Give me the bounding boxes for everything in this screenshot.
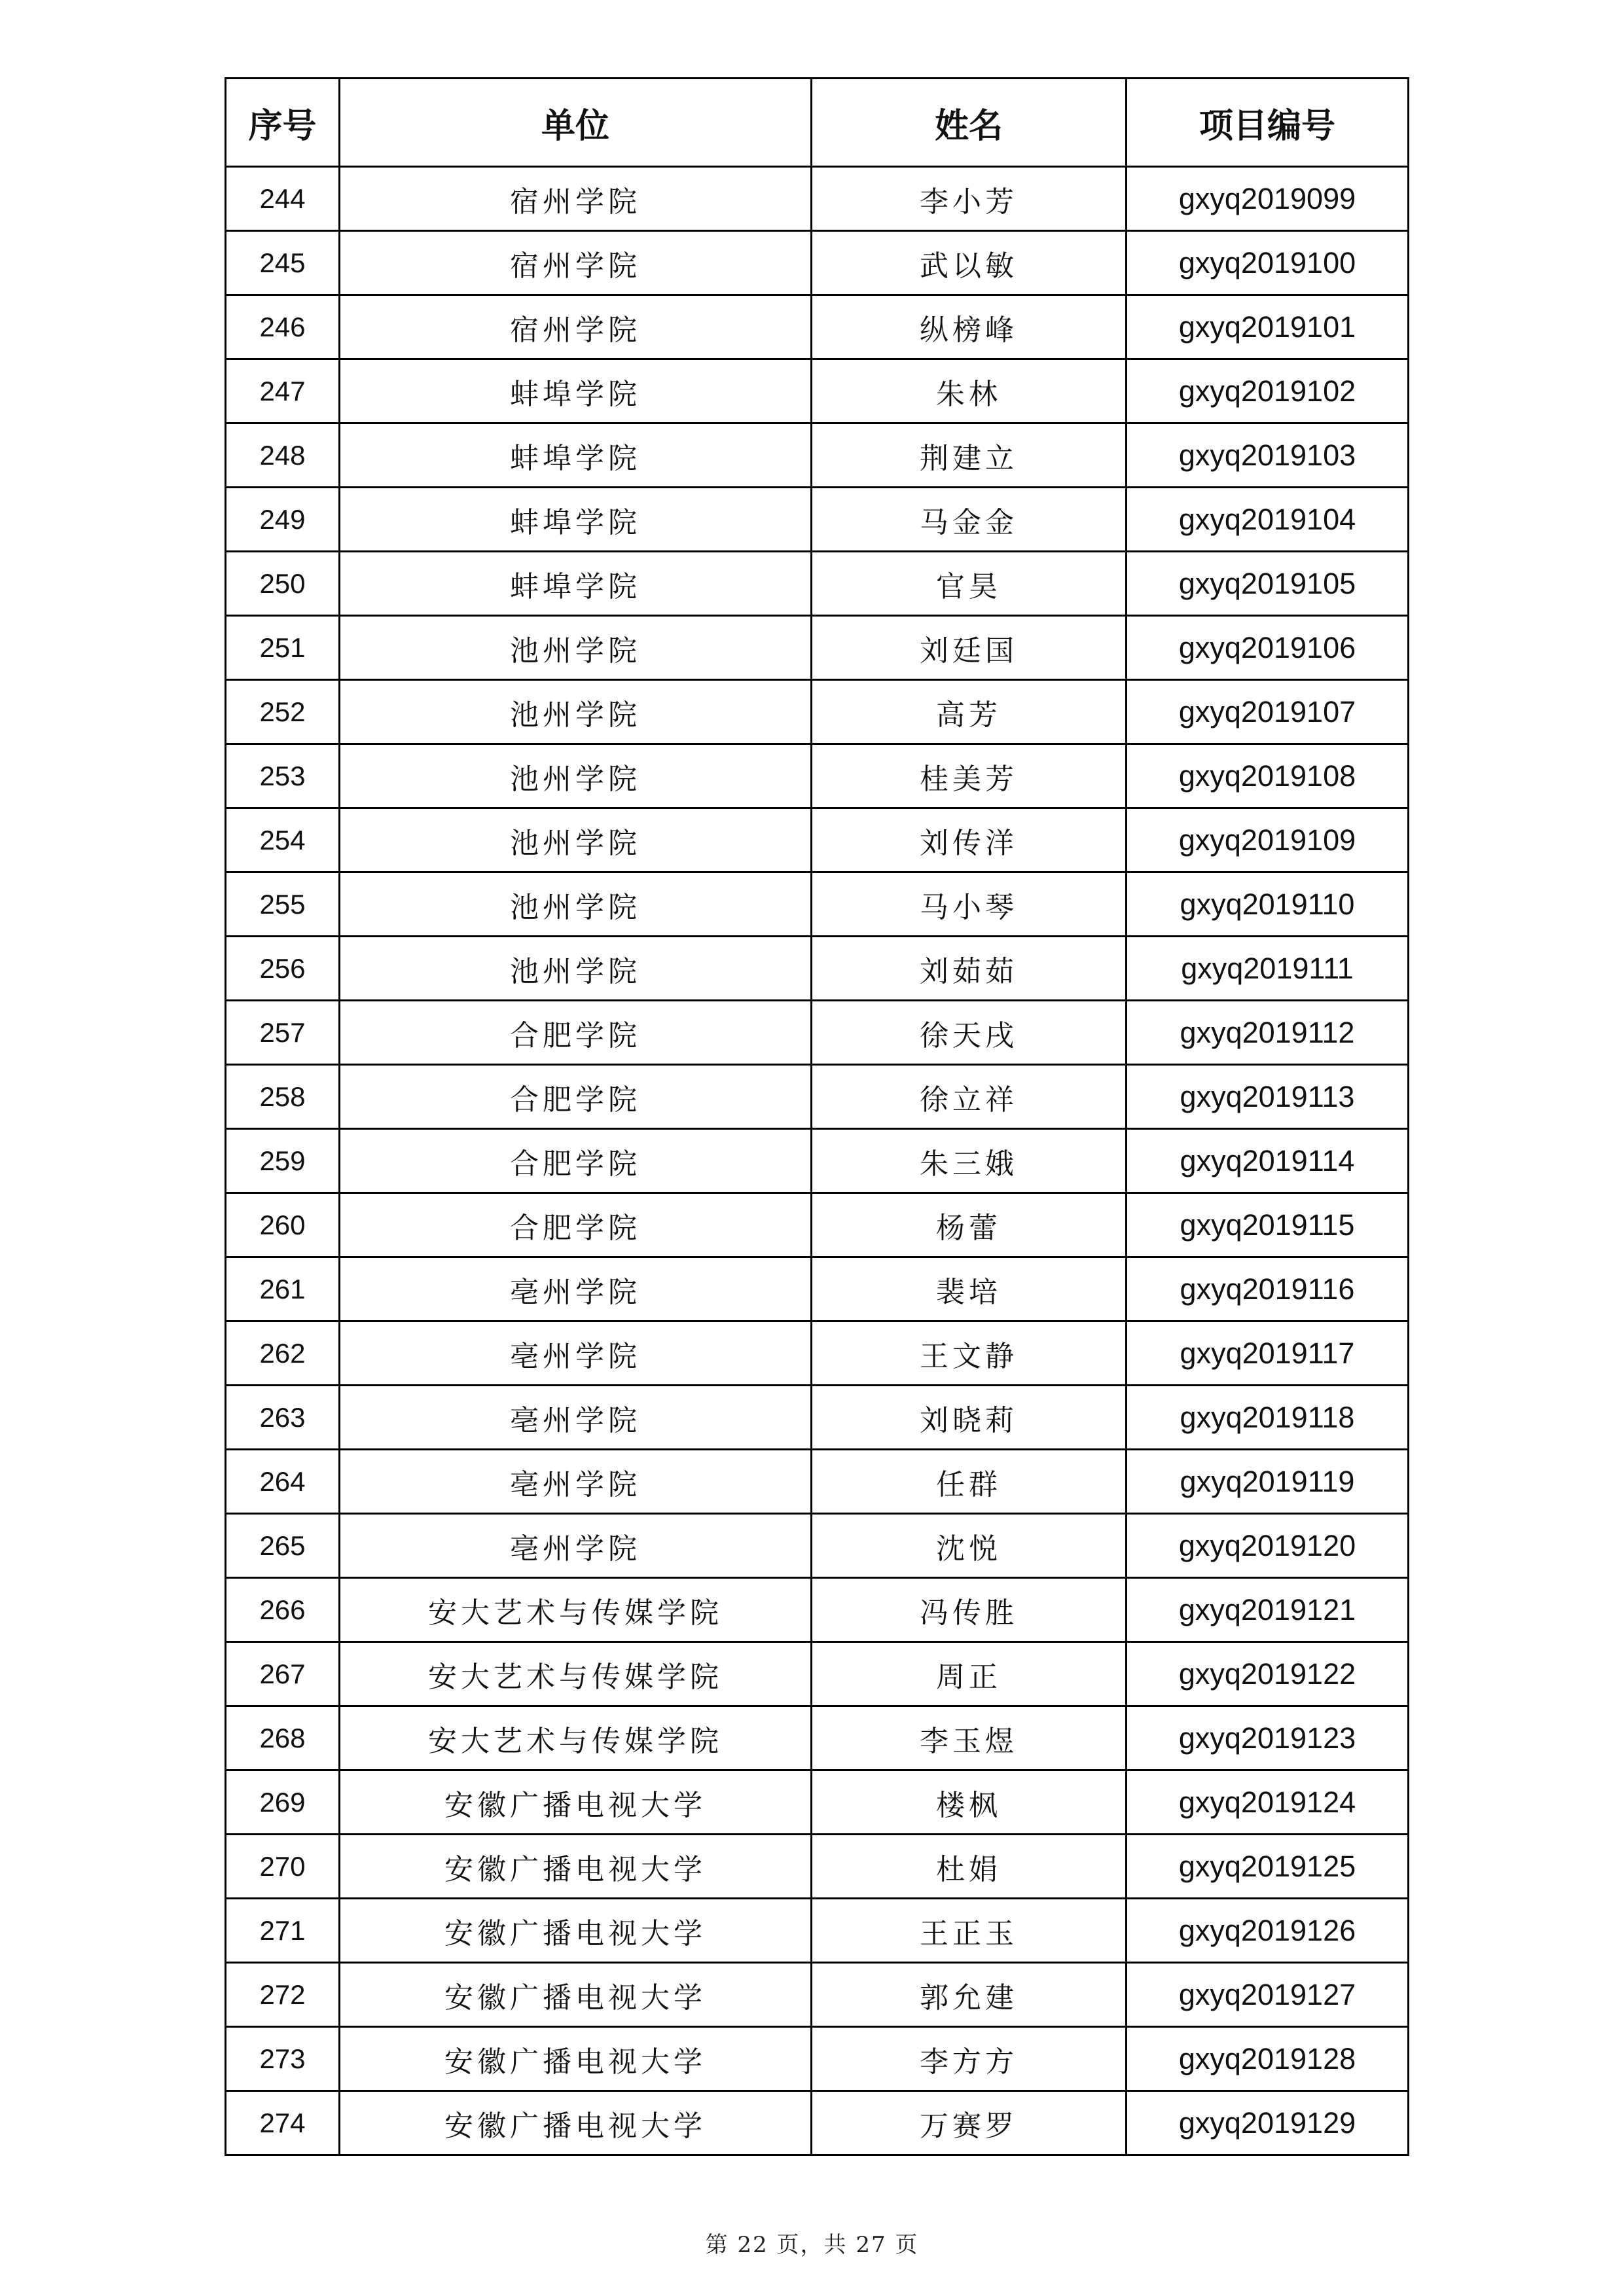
cell-project-code: gxyq2019112 (1127, 1001, 1409, 1065)
cell-unit: 合肥学院 (340, 1065, 812, 1129)
cell-project-code: gxyq2019124 (1127, 1770, 1409, 1835)
table-row (226, 1514, 1409, 1578)
cell-index: 256 (226, 937, 340, 1001)
table-row (226, 1321, 1409, 1386)
cell-index: 274 (226, 2091, 340, 2155)
header-unit: 单位 (340, 79, 812, 167)
table-row (226, 231, 1409, 295)
cell-name: 杨蕾 (812, 1193, 1127, 1257)
table-row (226, 1770, 1409, 1835)
cell-unit: 蚌埠学院 (340, 488, 812, 552)
cell-unit: 宿州学院 (340, 167, 812, 231)
cell-index: 262 (226, 1321, 340, 1386)
cell-unit: 安徽广播电视大学 (340, 1835, 812, 1899)
cell-unit: 蚌埠学院 (340, 359, 812, 423)
cell-unit: 亳州学院 (340, 1257, 812, 1321)
cell-project-code: gxyq2019114 (1127, 1129, 1409, 1193)
cell-unit: 安徽广播电视大学 (340, 1899, 812, 1963)
page-footer (0, 2227, 1624, 2259)
cell-index: 251 (226, 616, 340, 680)
cell-project-code: gxyq2019101 (1127, 295, 1409, 359)
cell-unit: 宿州学院 (340, 231, 812, 295)
cell-project-code: gxyq2019113 (1127, 1065, 1409, 1129)
cell-index: 266 (226, 1578, 340, 1642)
cell-index: 267 (226, 1642, 340, 1706)
footer-total-pages: 27 (856, 2232, 887, 2258)
table-row (226, 1642, 1409, 1706)
cell-name: 刘传洋 (812, 808, 1127, 872)
cell-index: 258 (226, 1065, 340, 1129)
cell-name: 徐天戌 (812, 1001, 1127, 1065)
cell-unit: 宿州学院 (340, 295, 812, 359)
cell-name: 万赛罗 (812, 2091, 1127, 2155)
cell-project-code: gxyq2019111 (1127, 937, 1409, 1001)
footer-suffix: 页 (895, 2232, 919, 2258)
table-row (226, 1578, 1409, 1642)
cell-name: 纵榜峰 (812, 295, 1127, 359)
cell-unit: 池州学院 (340, 744, 812, 808)
header-row (226, 79, 1409, 167)
cell-unit: 安徽广播电视大学 (340, 2091, 812, 2155)
cell-name: 冯传胜 (812, 1578, 1127, 1642)
cell-name: 杜娟 (812, 1835, 1127, 1899)
cell-unit: 合肥学院 (340, 1193, 812, 1257)
cell-project-code: gxyq2019116 (1127, 1257, 1409, 1321)
cell-index: 252 (226, 680, 340, 744)
cell-index: 246 (226, 295, 340, 359)
cell-name: 李玉煜 (812, 1706, 1127, 1770)
table-row (226, 1065, 1409, 1129)
cell-project-code: gxyq2019107 (1127, 680, 1409, 744)
table-row (226, 872, 1409, 937)
table-row (226, 423, 1409, 488)
table-row (226, 167, 1409, 231)
cell-project-code: gxyq2019127 (1127, 1963, 1409, 2027)
cell-name: 李方方 (812, 2027, 1127, 2091)
cell-project-code: gxyq2019104 (1127, 488, 1409, 552)
cell-index: 255 (226, 872, 340, 937)
cell-unit: 安徽广播电视大学 (340, 1770, 812, 1835)
cell-name: 沈悦 (812, 1514, 1127, 1578)
cell-index: 270 (226, 1835, 340, 1899)
cell-name: 武以敏 (812, 231, 1127, 295)
cell-index: 245 (226, 231, 340, 295)
cell-project-code: gxyq2019108 (1127, 744, 1409, 808)
cell-project-code: gxyq2019123 (1127, 1706, 1409, 1770)
cell-unit: 安大艺术与传媒学院 (340, 1642, 812, 1706)
header-index: 序号 (226, 79, 340, 167)
cell-project-code: gxyq2019105 (1127, 552, 1409, 616)
cell-name: 马小琴 (812, 872, 1127, 937)
cell-name: 刘廷国 (812, 616, 1127, 680)
cell-project-code: gxyq2019118 (1127, 1386, 1409, 1450)
cell-index: 257 (226, 1001, 340, 1065)
cell-project-code: gxyq2019106 (1127, 616, 1409, 680)
cell-unit: 池州学院 (340, 680, 812, 744)
cell-name: 刘晓莉 (812, 1386, 1127, 1450)
cell-name: 楼枫 (812, 1770, 1127, 1835)
cell-index: 265 (226, 1514, 340, 1578)
cell-project-code: gxyq2019100 (1127, 231, 1409, 295)
cell-index: 264 (226, 1450, 340, 1514)
cell-unit: 合肥学院 (340, 1001, 812, 1065)
cell-unit: 安大艺术与传媒学院 (340, 1706, 812, 1770)
cell-project-code: gxyq2019128 (1127, 2027, 1409, 2091)
cell-index: 269 (226, 1770, 340, 1835)
cell-project-code: gxyq2019119 (1127, 1450, 1409, 1514)
cell-project-code: gxyq2019117 (1127, 1321, 1409, 1386)
cell-index: 250 (226, 552, 340, 616)
cell-name: 荆建立 (812, 423, 1127, 488)
cell-name: 徐立祥 (812, 1065, 1127, 1129)
cell-unit: 安大艺术与传媒学院 (340, 1578, 812, 1642)
cell-index: 273 (226, 2027, 340, 2091)
table-row (226, 295, 1409, 359)
cell-name: 马金金 (812, 488, 1127, 552)
cell-unit: 蚌埠学院 (340, 552, 812, 616)
cell-project-code: gxyq2019115 (1127, 1193, 1409, 1257)
cell-project-code: gxyq2019120 (1127, 1514, 1409, 1578)
cell-name: 李小芳 (812, 167, 1127, 231)
table-header (226, 79, 1409, 167)
table-row (226, 1963, 1409, 2027)
cell-name: 郭允建 (812, 1963, 1127, 2027)
table-row (226, 1835, 1409, 1899)
table-row (226, 616, 1409, 680)
table-row (226, 680, 1409, 744)
footer-prefix: 第 (705, 2232, 729, 2258)
cell-unit: 亳州学院 (340, 1514, 812, 1578)
cell-index: 268 (226, 1706, 340, 1770)
cell-name: 朱林 (812, 359, 1127, 423)
table-row (226, 808, 1409, 872)
cell-unit: 合肥学院 (340, 1129, 812, 1193)
cell-project-code: gxyq2019099 (1127, 167, 1409, 231)
table-row (226, 488, 1409, 552)
cell-name: 裴培 (812, 1257, 1127, 1321)
cell-index: 259 (226, 1129, 340, 1193)
table-row (226, 1450, 1409, 1514)
cell-name: 任群 (812, 1450, 1127, 1514)
cell-name: 桂美芳 (812, 744, 1127, 808)
cell-project-code: gxyq2019103 (1127, 423, 1409, 488)
table-row (226, 1129, 1409, 1193)
table-row (226, 2027, 1409, 2091)
cell-project-code: gxyq2019122 (1127, 1642, 1409, 1706)
cell-index: 253 (226, 744, 340, 808)
table-row (226, 744, 1409, 808)
cell-name: 高芳 (812, 680, 1127, 744)
cell-unit: 亳州学院 (340, 1321, 812, 1386)
cell-index: 271 (226, 1899, 340, 1963)
cell-index: 248 (226, 423, 340, 488)
cell-project-code: gxyq2019126 (1127, 1899, 1409, 1963)
table-row (226, 1386, 1409, 1450)
cell-project-code: gxyq2019121 (1127, 1578, 1409, 1642)
table-row (226, 1193, 1409, 1257)
cell-index: 272 (226, 1963, 340, 2027)
cell-unit: 池州学院 (340, 808, 812, 872)
cell-project-code: gxyq2019102 (1127, 359, 1409, 423)
cell-unit: 池州学院 (340, 616, 812, 680)
cell-unit: 亳州学院 (340, 1450, 812, 1514)
cell-project-code: gxyq2019110 (1127, 872, 1409, 937)
cell-index: 261 (226, 1257, 340, 1321)
table-row (226, 552, 1409, 616)
cell-project-code: gxyq2019125 (1127, 1835, 1409, 1899)
header-project-code: 项目编号 (1127, 79, 1409, 167)
footer-current-page: 22 (737, 2232, 768, 2258)
cell-name: 官昊 (812, 552, 1127, 616)
cell-name: 朱三娥 (812, 1129, 1127, 1193)
cell-index: 263 (226, 1386, 340, 1450)
table-row (226, 937, 1409, 1001)
table-row (226, 1706, 1409, 1770)
cell-unit: 池州学院 (340, 937, 812, 1001)
table-row (226, 2091, 1409, 2155)
roster-table (225, 77, 1409, 2156)
cell-index: 247 (226, 359, 340, 423)
footer-mid: 页，共 (776, 2232, 848, 2258)
cell-index: 244 (226, 167, 340, 231)
cell-project-code: gxyq2019109 (1127, 808, 1409, 872)
cell-unit: 蚌埠学院 (340, 423, 812, 488)
cell-project-code: gxyq2019129 (1127, 2091, 1409, 2155)
cell-index: 254 (226, 808, 340, 872)
cell-unit: 安徽广播电视大学 (340, 2027, 812, 2091)
table-row (226, 359, 1409, 423)
cell-unit: 亳州学院 (340, 1386, 812, 1450)
table-body (226, 167, 1409, 2155)
cell-name: 王正玉 (812, 1899, 1127, 1963)
cell-index: 260 (226, 1193, 340, 1257)
header-name: 姓名 (812, 79, 1127, 167)
table-row (226, 1001, 1409, 1065)
cell-index: 249 (226, 488, 340, 552)
table-row (226, 1257, 1409, 1321)
cell-name: 王文静 (812, 1321, 1127, 1386)
cell-name: 刘茹茹 (812, 937, 1127, 1001)
cell-unit: 安徽广播电视大学 (340, 1963, 812, 2027)
cell-unit: 池州学院 (340, 872, 812, 937)
cell-name: 周正 (812, 1642, 1127, 1706)
table-row (226, 1899, 1409, 1963)
